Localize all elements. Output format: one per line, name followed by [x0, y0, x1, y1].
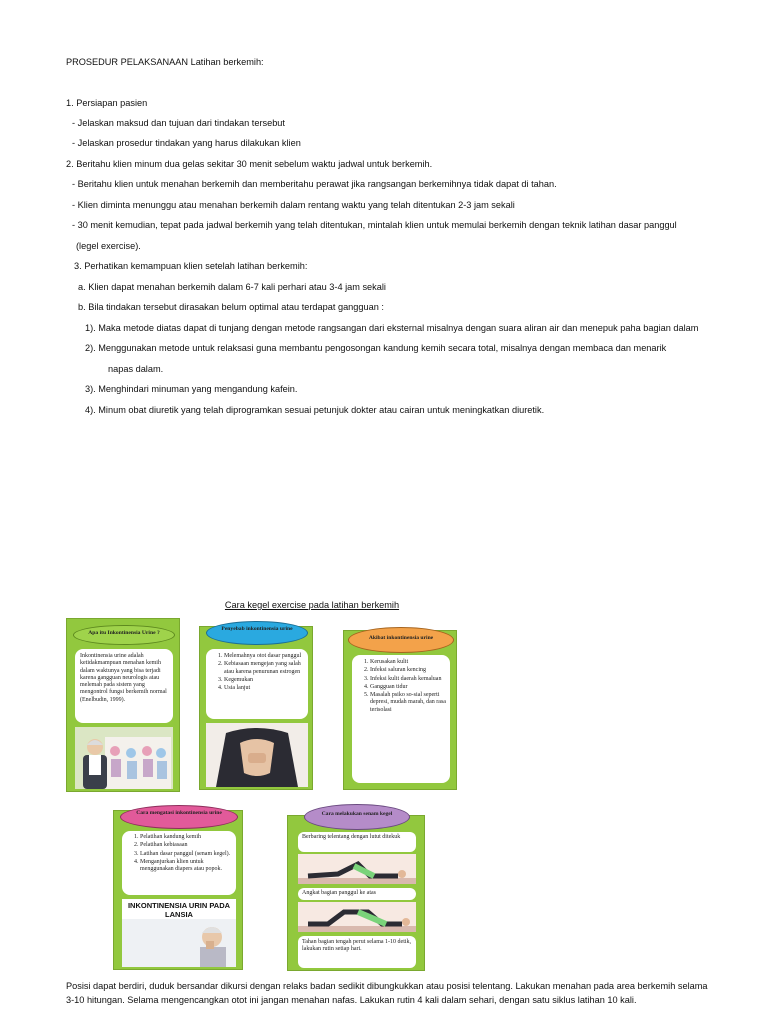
list-item: 1. Pelatihan kandung kemih	[140, 834, 232, 841]
step-2-box: Angkat bagian panggul ke atas	[298, 888, 416, 900]
list-item: 3. Kegemukan	[224, 677, 304, 684]
text-line: 3. Perhatikan kemampuan klien setelah latihan berkemih:	[74, 261, 308, 271]
text-line: a. Klien dapat menahan berkemih dalam 6-7 kali perhari atau 3-4 jam sekali	[78, 282, 386, 292]
list-item: 3. Latihan dasar panggul (senam kegel).	[140, 851, 232, 858]
step-1-box: Berbaring telentang dengan lutut ditekuk	[298, 832, 416, 852]
leaflet-panel-3	[343, 630, 457, 790]
list-item: 2. Kebiasaan mengejan yang salah atau karena penurunan estrogen	[224, 661, 304, 676]
text-line: - Klien diminta menunggu atau menahan berkemih dalam rentang waktu yang telah ditentukan 2-3 jam sekali	[72, 200, 515, 210]
list-item: 5. Masalah psiko so-sial seperti depresi, mudah marah, dan rasa terisolasi	[370, 692, 446, 714]
kegel-pose-2-image	[298, 902, 416, 932]
doc-title: PROSEDUR PELAKSANAAN Latihan berkemih:	[66, 57, 264, 67]
list-item: 4. Gangguan tidur	[370, 684, 446, 691]
text-line: napas dalam.	[108, 364, 164, 374]
text-line: 4). Minum obat diuretik yang telah diprogramkan sesuai petunjuk dokter atau cairan untuk meningkatkan diuretik.	[85, 405, 545, 415]
list-item: 3. Infeksi kulit daerah kemaluan	[370, 676, 446, 683]
list-item: 2. Infeksi saluran kencing	[370, 667, 446, 674]
elderly-woman-image	[122, 919, 236, 967]
list-item: 1. Melemahnya otot dasar panggul	[224, 653, 304, 660]
text-line: 2. Beritahu klien minum dua gelas sekitar 30 menit sebelum waktu jadwal untuk berkemih.	[66, 159, 433, 169]
text-line: (legel exercise).	[76, 241, 141, 251]
panel-heading: Apa itu Inkontinensia Urine ?	[73, 625, 175, 645]
leaflet-panel-4	[113, 810, 243, 970]
list-item: 1. Kerusakan kulit	[370, 659, 446, 666]
figure-caption: Cara kegel exercise pada latihan berkemih	[224, 600, 400, 610]
step-3-box: Tahan bagian tengah perut selama 1-10 detik, lakukan rutin setiap hari.	[298, 936, 416, 968]
list-item: 4. Menganjurkan klien untuk menggunakan diapers atau popok.	[140, 859, 232, 874]
text-line: - 30 menit kemudian, tepat pada jadwal berkemih yang telah ditentukan, mintalah klien untuk memulai berkemih dengan teknik latihan dasar panggul	[72, 220, 677, 230]
text-line: 1). Maka metode diatas dapat di tunjang dengan metode rangsangan dari eksternal misalnya dengan suara aliran air dan menepuk paha bagian dalam	[85, 323, 699, 333]
panel-text-box: Inkontinensia urine adalah ketidakmampuan menahan kemih dalam waktunya yang bisa terjadi karena gangguan neurologis atau melemah pada sistem yang mengontrol fungsi berkemih normal (Enelbudin, 1999).	[75, 649, 173, 723]
leaflet-panel-5	[287, 811, 425, 971]
list-item: 4. Usia lanjut	[224, 685, 304, 692]
text-line: b. Bila tindakan tersebut dirasakan belum optimal atau terdapat gangguan :	[78, 302, 384, 312]
pelvic-image	[206, 723, 308, 787]
text-line: - Jelaskan maksud dan tujuan dari tindakan tersebut	[72, 118, 285, 128]
panel-heading: Cara mengatasi inkontinensia urine	[120, 805, 238, 829]
panel-list-box	[352, 655, 450, 783]
kegel-pose-1-image	[298, 854, 416, 884]
panel-list-box	[206, 649, 308, 719]
list-item: 2. Pelatihan kebiasaan	[140, 842, 232, 849]
leaflet-panel-1	[66, 618, 180, 792]
panel-heading: Penyebab inkontinensia urine	[206, 621, 308, 645]
panel-heading: Akibat inkontinensia urine	[348, 627, 454, 653]
panel-heading: Cara melakukan senam kegel	[304, 804, 410, 830]
elderly-man-image	[75, 727, 173, 789]
text-line: - Beritahu klien untuk menahan berkemih dan memberitahu perawat jika rangsangan berkemihnya tidak dapat di tahan.	[72, 179, 557, 189]
leaflet-panel-2	[199, 626, 313, 790]
text-line: - Jelaskan prosedur tindakan yang harus dilakukan klien	[72, 138, 301, 148]
panel-list-box	[122, 831, 236, 895]
lansia-banner: INKONTINENSIA URIN PADA LANSIA	[122, 899, 236, 967]
text-line: 1. Persiapan pasien	[66, 98, 148, 108]
bottom-paragraph: Posisi dapat berdiri, duduk bersandar dikursi dengan relaks badan sedikit dibungkukkan atau posisi telentang. Lakukan menahan pada area berkemih selama 3-10 hitungan. Selama mengencangkan otot ini jangan menahan nafas. Lakukan rutin 4 kali dalam sehari, dengan satu siklus latihan 10 kali.	[66, 981, 708, 1005]
text-line: 3). Menghindari minuman yang mengandung kafein.	[85, 384, 298, 394]
text-line: 2). Menggunakan metode untuk relaksasi guna membantu pengosongan kandung kemih secara total, misalnya dengan membaca dan menarik	[85, 343, 667, 353]
